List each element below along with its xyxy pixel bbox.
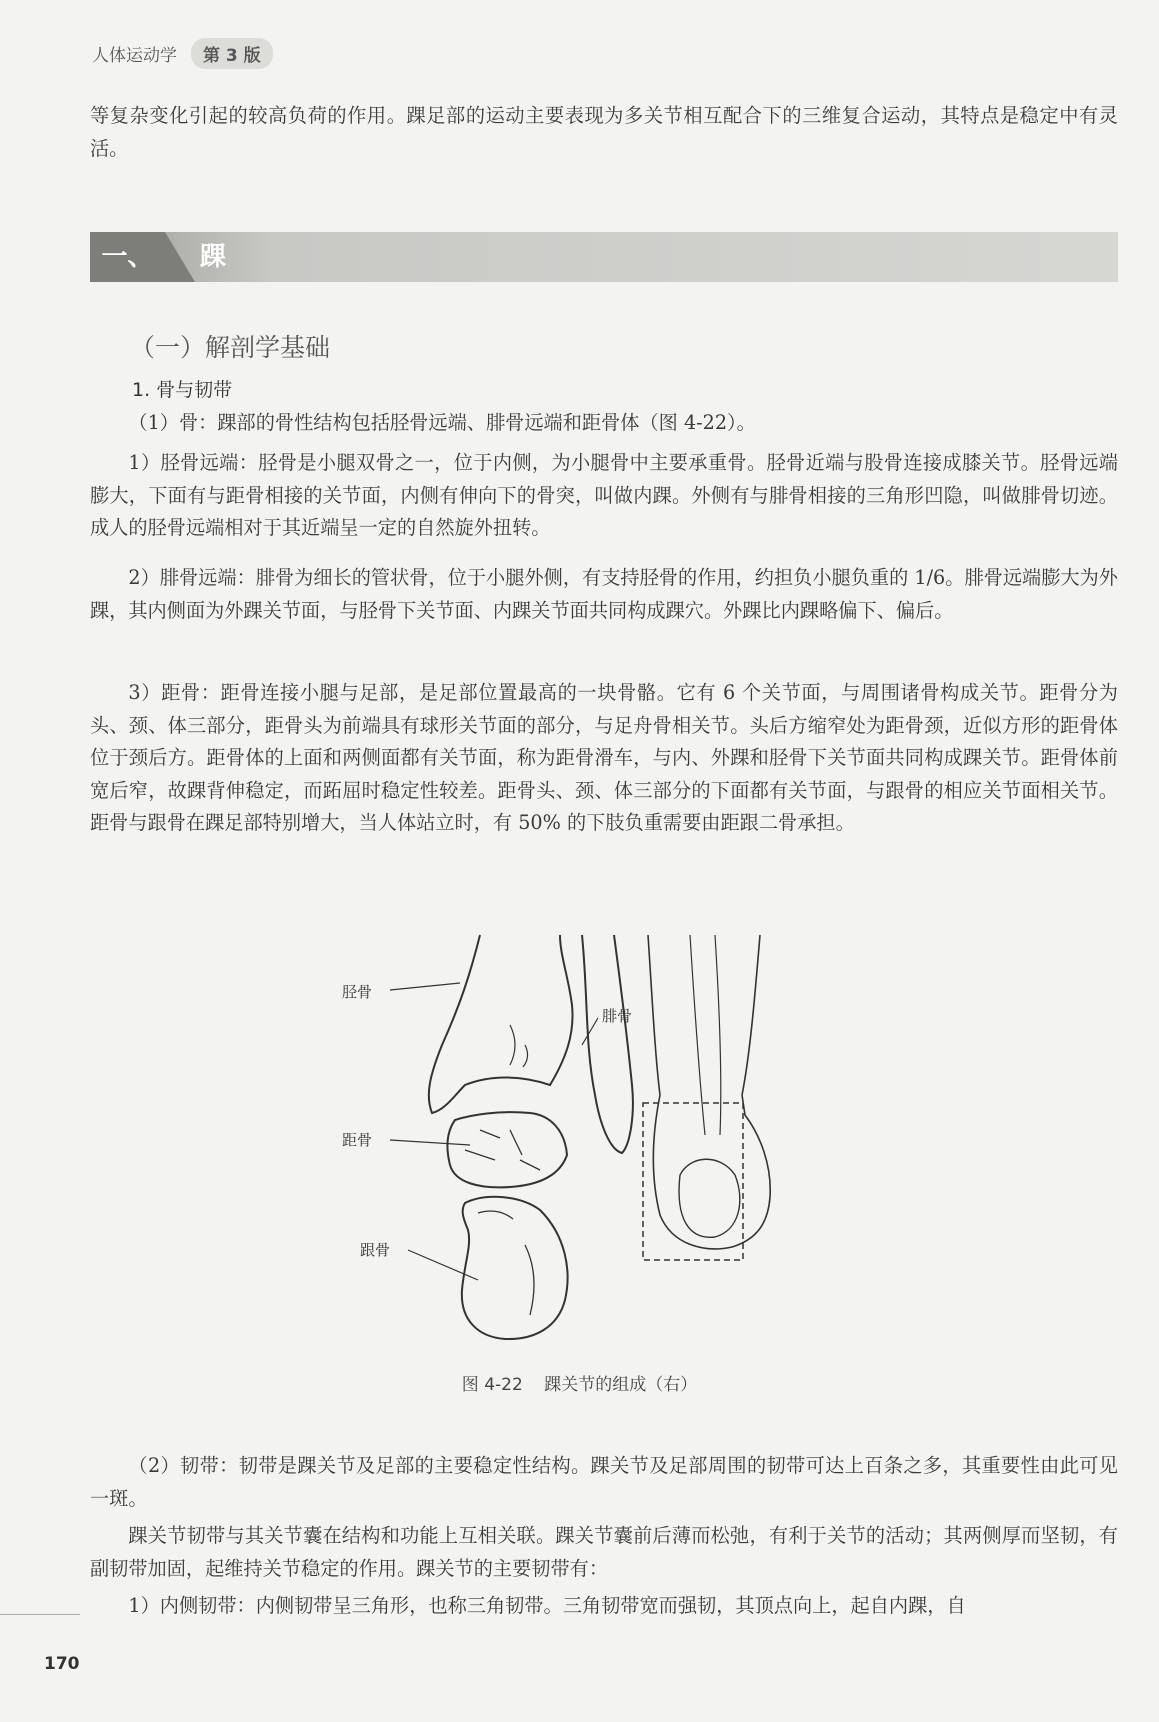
paragraph-fibula: 2）腓骨远端：腓骨为细长的管状骨，位于小腿外侧，有支持胫骨的作用，约担负小腿负重的 1/6。腓骨远端膨大为外踝，其内侧面为外踝关节面，与胫骨下关节面、内踝关节面共同构成踝穴。外踝比内踝略偏下、偏后。 [90, 566, 1118, 622]
paragraph-ligament-intro: （2）韧带：韧带是踝关节及足部的主要稳定性结构。踝关节及足部周围的韧带可达上百条之多，其重要性由此可见一斑。 [90, 1454, 1118, 1510]
figure-caption-text: 踝关节的组成（右） [544, 1375, 698, 1395]
posterior-view-heel [653, 1095, 770, 1249]
label-tibia: 胫骨 [342, 983, 373, 1001]
section-number: 一、 [90, 232, 165, 282]
figure-ankle-joint [342, 935, 840, 1355]
fibula-bone [582, 935, 633, 1153]
paragraph-medial-ligament: 1）内侧韧带：内侧韧带呈三角形，也称三角韧带。三角韧带宽而强韧，其顶点向上，起自内踝，自 [128, 1594, 966, 1617]
label-fibula: 腓骨 [602, 1007, 633, 1025]
running-header [92, 38, 273, 69]
paragraph-talus: 3）距骨：距骨连接小腿与足部，是足部位置最高的一块骨骼。它有 6 个关节面，与周围诸骨构成关节。距骨分为头、颈、体三部分，距骨头为前端具有球形关节面的部分，与足舟骨相关节。头后方缩窄处为距骨颈，近似方形的距骨体位于颈后方。距骨体的上面和两侧面都有关节面，称为距骨滑车，与内、外踝和胫骨下关节面共同构成踝关节。距骨体前宽后窄，故踝背伸稳定，而跖屈时稳定性较差。距骨头、颈、体三部分的下面都有关节面，与跟骨的相应关节面相关节。距骨与跟骨在踝足部特别增大，当人体站立时，有 50% 的下肢负重需要由距跟二骨承担。 [90, 681, 1118, 834]
page-number: 170 [44, 1654, 80, 1674]
book-title: 人体运动学 [92, 46, 177, 66]
edition-badge: 第 3 版 [191, 38, 273, 69]
paragraph-bone-intro: （1）骨：踝部的骨性结构包括胫骨远端、腓骨远端和距骨体（图 4-22）。 [128, 411, 756, 434]
paragraph-capsule: 踝关节韧带与其关节囊在结构和功能上互相关联。踝关节囊前后薄而松弛，有利于关节的活动；其两侧厚而坚韧，有副韧带加固，起维持关节稳定的作用。踝关节的主要韧带有： [90, 1524, 1118, 1580]
intro-paragraph: 等复杂变化引起的较高负荷的作用。踝足部的运动主要表现为多关节相互配合下的三维复合运动，其特点是稳定中有灵活。 [90, 104, 1118, 160]
section-title: 踝 [200, 242, 227, 272]
region-box [643, 1103, 743, 1260]
subsection-title: （一）解剖学基础 [130, 333, 331, 362]
figure-number: 图 4-22 [461, 1375, 523, 1395]
tibia-bone [429, 935, 573, 1113]
subsubsection-title: 1. 骨与韧带 [132, 379, 233, 401]
label-talus: 距骨 [342, 1131, 373, 1149]
footer-rule [0, 1614, 80, 1615]
calcaneus-bone [462, 1197, 568, 1339]
section-heading-bar [90, 232, 1118, 282]
figure-caption [0, 1370, 1159, 1395]
paragraph-tibia: 1）胫骨远端：胫骨是小腿双骨之一，位于内侧，为小腿骨中主要承重骨。胫骨近端与股骨连接成膝关节。胫骨远端膨大，下面有与距骨相接的关节面，内侧有伸向下的骨突，叫做内踝。外侧有与腓骨相接的三角形凹隐，叫做腓骨切迹。成人的胫骨远端相对于其近端呈一定的自然旋外扭转。 [90, 451, 1118, 539]
ankle-illustration [342, 935, 840, 1355]
label-calcaneus: 跟骨 [360, 1241, 391, 1259]
